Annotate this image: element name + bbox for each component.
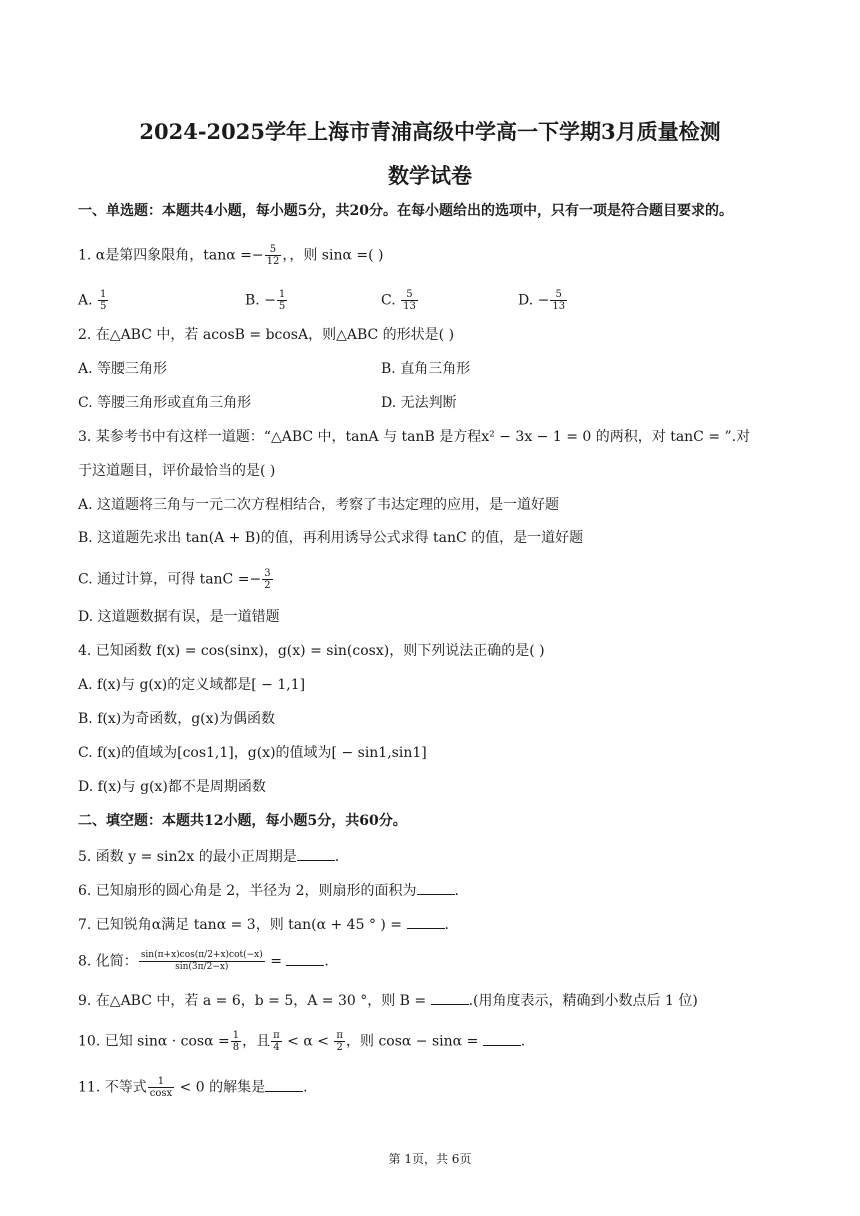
question-6: 6. 已知扇形的圆心角是 2，半径为 2，则扇形的面积为 .: [78, 880, 459, 901]
question-3-line-1: 3. 某参考书中有这样一道题：“△ABC 中，tanA 与 tanB 是方程x² − 3x − 1 = 0 的两积，对 tanC = ”.对: [78, 429, 751, 445]
page-footer: 第 1页，共 6页: [388, 1152, 472, 1166]
q1-option-d[interactable]: D. − $\frac{5}{13}$: [518, 289, 566, 312]
question-2: 2. 在△ABC 中，若 acosB = bcosA，则△ABC 的形状是( ): [78, 327, 455, 343]
answer-blank[interactable]: [483, 1031, 521, 1046]
answer-blank[interactable]: [417, 880, 455, 895]
question-1: 1. α是第四象限角，tanα =− $\frac{5}{12}$ ，，则 sinα =( ): [78, 244, 384, 267]
question-3-line-2: 于这道题目，评价最恰当的是( ): [78, 463, 276, 479]
q2-option-c[interactable]: C. 等腰三角形或直角三角形: [78, 395, 252, 411]
q1-option-c[interactable]: C. $\frac{5}{13}$: [381, 289, 416, 312]
q2-option-b[interactable]: B. 直角三角形: [381, 361, 471, 377]
section-1-heading: 一、单选题：本题共4小题，每小题5分，共20分。在每小题给出的选项中，只有一项是符合题目要求的。: [78, 203, 733, 219]
q1-option-a[interactable]: A. $\frac{1}{5}$: [78, 289, 107, 312]
question-4: 4. 已知函数 f(x) = cos(sinx)，g(x) = sin(cosx)，则下列说法正确的是( ): [78, 643, 545, 659]
section-2-heading: 二、填空题：本题共12小题，每小题5分，共60分。: [78, 813, 407, 829]
answer-blank[interactable]: [286, 951, 324, 966]
q4-option-d[interactable]: D. f(x)与 g(x)都不是周期函数: [78, 779, 266, 795]
answer-blank[interactable]: [407, 914, 445, 929]
exam-subtitle: 数学试卷: [388, 163, 472, 188]
question-7: 7. 已知锐角α满足 tanα = 3，则 tan(α + 45 ° ) = .: [78, 914, 449, 935]
question-5: 5. 函数 y = sin2x 的最小正周期是 .: [78, 846, 339, 867]
question-10: 10. 已知 sinα · cosα = $\frac{1}{8}$ ，且 $\frac{\pi}{4}$ < α < $\frac{\pi}{2}$ ，则 cosα − sinα = .: [78, 1030, 526, 1053]
q2-option-d[interactable]: D. 无法判断: [381, 395, 457, 411]
answer-blank[interactable]: [297, 846, 335, 861]
question-9: 9. 在△ABC 中，若 a = 6，b = 5，A = 30 °，则 B = .(用角度表示，精确到小数点后 1 位): [78, 990, 698, 1011]
question-11: 11. 不等式 $\frac{1}{\cos x}$ < 0 的解集是 .: [78, 1076, 308, 1099]
question-8: 8. 化简： $\frac{\sin(\pi+x)\cos(\pi/2+x)\cot(-x)}{\sin(3\pi/2-x)}$ = .: [78, 950, 329, 972]
answer-blank[interactable]: [265, 1077, 303, 1092]
q3-option-a[interactable]: A. 这道题将三角与一元二次方程相结合，考察了韦达定理的应用，是一道好题: [78, 497, 560, 513]
q3-option-b[interactable]: B. 这道题先求出 tan(A + B)的值，再利用诱导公式求得 tanC 的值，是一道好题: [78, 530, 584, 546]
answer-blank[interactable]: [431, 990, 469, 1005]
q3-option-c[interactable]: C. 通过计算，可得 tanC =− $\frac{3}{2}$: [78, 568, 271, 591]
q4-option-a[interactable]: A. f(x)与 g(x)的定义域都是[ − 1,1]: [78, 677, 306, 693]
q2-option-a[interactable]: A. 等腰三角形: [78, 361, 168, 377]
exam-title: 2024-2025学年上海市青浦高级中学高一下学期3月质量检测: [139, 119, 721, 144]
q3-option-d[interactable]: D. 这道题数据有误，是一道错题: [78, 609, 280, 625]
q1-option-b[interactable]: B. − $\frac{1}{5}$: [245, 289, 286, 312]
q4-option-b[interactable]: B. f(x)为奇函数，g(x)为偶函数: [78, 711, 275, 727]
q4-option-c[interactable]: C. f(x)的值域为[cos1,1]，g(x)的值域为[ − sin1,sin1]: [78, 745, 427, 761]
